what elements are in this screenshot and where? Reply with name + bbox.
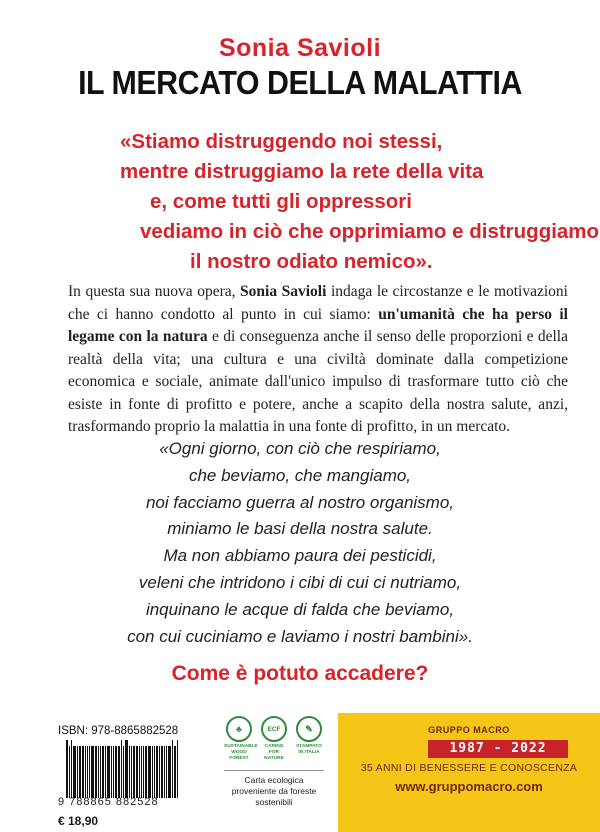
book-title: IL MERCATO DELLA MALATTIA: [78, 64, 522, 101]
publisher-url[interactable]: www.gruppomacro.com: [395, 779, 543, 794]
barcode-icon: [66, 740, 208, 798]
tree-icon: ♣ SUSTAINABLE WOOD FOREST: [224, 716, 254, 762]
eco-paper-note: Carta ecologica proveniente da foreste sostenibili: [224, 770, 324, 808]
quote-line: «Ogni giorno, con ciò che respiriamo,: [159, 439, 441, 458]
quote-line: Ma non abbiamo paura dei pesticidi,: [163, 546, 437, 566]
quote-line: miniamo le basi della nostra salute.: [167, 519, 433, 539]
quote-line: il nostro odiato nemico».: [190, 250, 433, 273]
quote-line: inquinano le acque di falda che beviamo,: [145, 599, 455, 619]
price-label: € 18,90: [58, 814, 99, 828]
quote-line: con cui cuciniamo e laviamo i nostri bambini».: [127, 626, 473, 646]
synopsis-text: indaga le circostanze e le motivazioni che ci hanno condotto al punto in cui siamo:: [68, 283, 568, 323]
synopsis-highlight: un'umanità che ha perso il legame con la natura: [68, 305, 568, 345]
quote-line: che beviamo, che mangiamo,: [188, 465, 412, 485]
print-icon: ✎ STAMPATO IN ITALIA: [294, 716, 324, 762]
quote-line: e, come tutti gli oppressori: [150, 190, 412, 213]
isbn-label: ISBN: 978-8865882528: [58, 725, 179, 737]
eco-certification: [224, 716, 324, 808]
quote-line: «Stiamo distruggendo noi stessi,: [120, 130, 443, 153]
synopsis-author: Sonia Savioli: [240, 283, 327, 300]
closing-quote: [0, 436, 600, 650]
synopsis-text: e di conseguenza anche il senso delle proporzioni e della realtà della vita; una cultura e una civiltà dominate dalla competizione economica e sociale, animate dall'unico impulso di trasformare tutto ciò che esiste in fonte di profitto e potere, anche a scapito della nostra salute, anzi, trasformando proprio la malattia in una fonte di profitto, in un mercato.: [68, 328, 568, 435]
quote-line: mentre distruggiamo la rete della vita: [120, 160, 484, 183]
quote-line: noi facciamo guerra al nostro organismo,: [145, 492, 455, 512]
closing-question: Come è potuto accadere?: [171, 662, 429, 685]
ecf-icon: ECF CARING FOR NATURE: [259, 716, 289, 762]
synopsis-paragraph: [68, 281, 568, 439]
anniversary-years: 1987 - 2022: [428, 740, 568, 758]
quote-line: vediamo in ciò che opprimiamo e distruggiamo: [140, 220, 600, 243]
synopsis-text: In questa sua nuova opera,: [68, 283, 241, 300]
publisher-name: GRUPPO MACRO: [428, 725, 510, 735]
ean-number: 9 788865 882528: [58, 796, 159, 808]
quote-line: veleni che intridono i cibi di cui ci nutriamo,: [138, 572, 462, 592]
author-name: Sonia Savioli: [218, 34, 382, 62]
anniversary-tagline: 35 ANNI DI BENESSERE E CONOSCENZA: [360, 762, 578, 774]
opening-quote: [120, 127, 600, 277]
barcode-block: [58, 725, 208, 828]
